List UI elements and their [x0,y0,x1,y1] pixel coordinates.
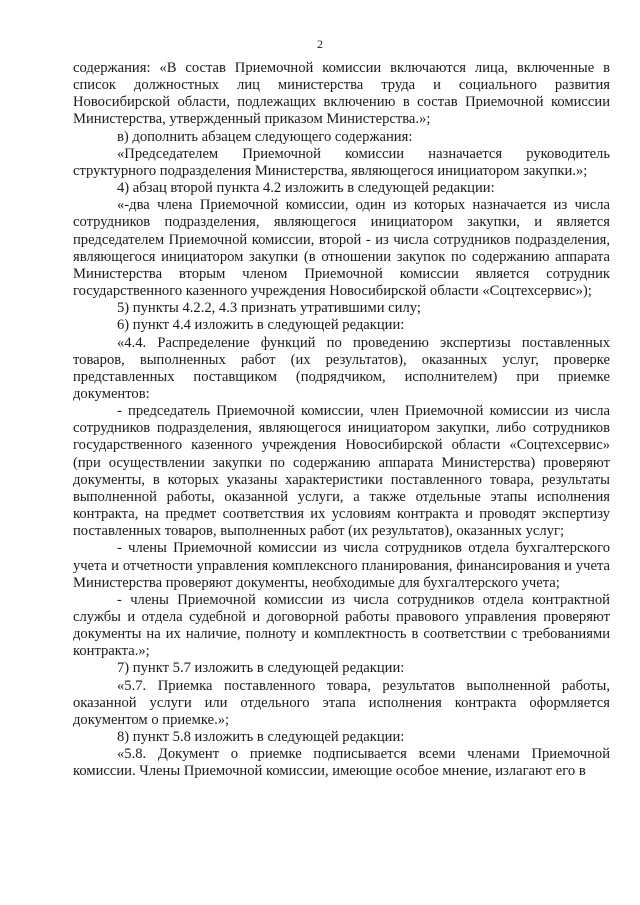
paragraph: «5.7. Приемка поставленного товара, результатов выполненной работы, оказанной услуги или отдельного этапа исполнения контракта оформляется документом о приемке.»; [73,677,610,728]
paragraph: 4) абзац второй пункта 4.2 изложить в следующей редакции: [117,180,495,197]
paragraph: 5) пункты 4.2.2, 4.3 признать утратившими силу; [117,300,421,317]
paragraph: «Председателем Приемочной комиссии назначается руководитель структурного подразделения Министерства, являющегося инициатором закупки.»; [73,145,610,179]
paragraph: - члены Приемочной комиссии из числа сотрудников отдела бухгалтерского учета и отчетности управления комплексного планирования, финансирования и учета Министерства проверяют документы, необходимые для бухгалтерского учета; [73,540,610,591]
paragraph: 8) пункт 5.8 изложить в следующей редакции: [117,729,405,746]
page-number: 2 [317,37,323,51]
paragraph: «4.4. Распределение функций по проведению экспертизы поставленных товаров, выполненных работ (их результатов), оказанных услуг, проверке представленных поставщиком (подрядчиком, исполнителем) при приемке документов: [73,334,610,402]
document-body [73,60,610,781]
paragraph: 6) пункт 4.4 изложить в следующей редакции: [117,317,405,334]
paragraph: в) дополнить абзацем следующего содержания: [117,128,413,145]
paragraph: «-два члена Приемочной комиссии, один из которых назначается из числа сотрудников подразделения, являющегося инициатором закупки, и является председателем Приемочной комиссии, второй - из числа сотрудников подразделения, являющегося инициатором закупки (в отношении закупок по содержанию аппарата Министерства вторым членом Приемочной комиссии является сотрудник государственного казенного учреждения Новосибирской области «Соцтехсервис»); [73,197,610,300]
paragraph: содержания: «В состав Приемочной комиссии включаются лица, включенные в список должностных лиц министерства труда и социального развития Новосибирской области, подлежащих включению в состав Приемочной комиссии Министерства, утвержденный приказом Министерства.»; [73,60,610,128]
paragraph: - председатель Приемочной комиссии, член Приемочной комиссии из числа сотрудников подразделения, являющегося инициатором закупки, либо сотрудников государственного казенного учреждения Новосибирской области «Соцтехсервис» (при осуществлении закупки по содержанию аппарата Министерства) проверяют документы, в которых указаны характеристики поставленного товара, результаты выполненной работы, оказанной услуги, а также отдельные этапы исполнения контракта, на предмет соответствия их условиям контракта и проводят экспертизу поставленных товаров, выполненных работ (их результатов), оказанных услуг; [73,403,610,540]
paragraph: 7) пункт 5.7 изложить в следующей редакции: [117,660,405,677]
paragraph: - члены Приемочной комиссии из числа сотрудников отдела контрактной службы и отдела судебной и договорной работы правового управления проверяют документы на их наличие, полноту и комплектность в соответствии с требованиями контракта.»; [73,591,610,660]
paragraph: «5.8. Документ о приемке подписывается всеми членами Приемочной комиссии. Члены Приемочной комиссии, имеющие особое мнение, излагают его в [73,746,610,780]
